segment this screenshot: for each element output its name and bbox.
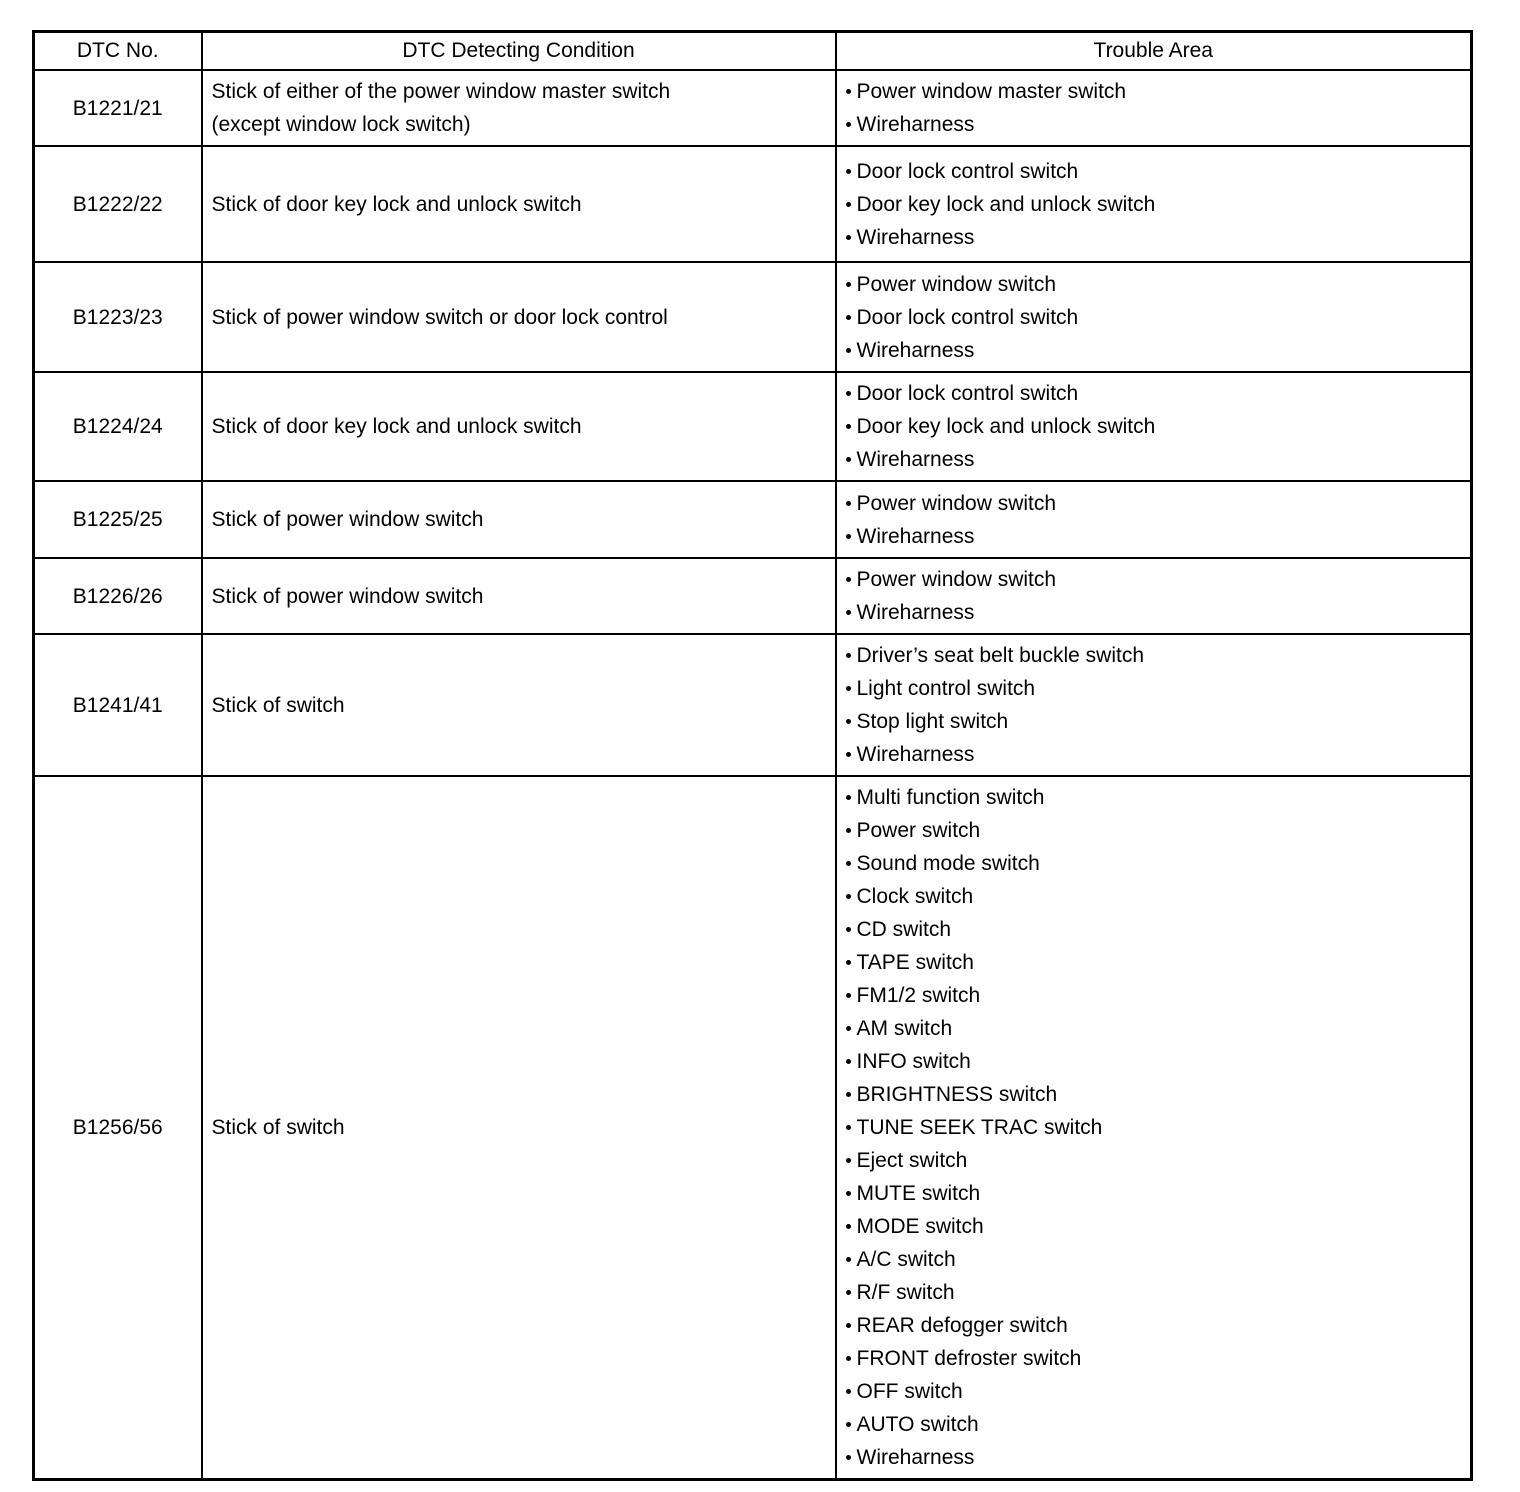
trouble-area-text: Door key lock and unlock switch [856, 192, 1156, 216]
table-row [34, 776, 1472, 1480]
bullet-icon [846, 169, 851, 174]
dtc-code-cell: B1241/41 [34, 634, 202, 776]
bullet-icon [846, 719, 851, 724]
trouble-area-text: Clock switch [856, 885, 974, 908]
list-item [846, 334, 1471, 367]
trouble-area-list [846, 377, 1471, 476]
condition-line: (except window lock switch) [211, 113, 471, 136]
trouble-area-text: FM1/2 switch [856, 984, 981, 1007]
list-item [846, 75, 1471, 108]
trouble-area-text: Wireharness [856, 743, 975, 766]
bullet-icon [846, 282, 851, 287]
list-item [846, 705, 1471, 738]
bullet-icon [846, 577, 851, 582]
bullet-icon [846, 89, 851, 94]
bullet-icon [846, 1389, 851, 1394]
trouble-area-cell [836, 481, 1472, 558]
list-item [846, 377, 1471, 410]
trouble-area-text: Wireharness [856, 448, 975, 471]
bullet-icon [846, 1257, 851, 1262]
table-row [34, 481, 1472, 558]
trouble-area-text: Wireharness [856, 113, 975, 136]
list-item [846, 1441, 1471, 1474]
trouble-area-cell [836, 372, 1472, 481]
detecting-condition-cell [202, 776, 836, 1480]
trouble-area-text: Wireharness [856, 601, 975, 624]
dtc-code-cell: B1222/22 [34, 146, 202, 262]
dtc-code-cell: B1225/25 [34, 481, 202, 558]
condition-line: Stick of either of the power window master switch [211, 80, 671, 103]
trouble-area-cell [836, 146, 1472, 262]
header-row [34, 32, 1472, 71]
trouble-area-text: Door key lock and unlock switch [856, 415, 1156, 438]
trouble-area-list [846, 563, 1471, 629]
trouble-area-list [846, 781, 1471, 1474]
bullet-icon [846, 795, 851, 800]
trouble-area-text: Wireharness [856, 1446, 975, 1469]
list-item [846, 410, 1471, 443]
list-item [846, 1342, 1471, 1375]
list-item [846, 880, 1471, 913]
list-item [846, 913, 1471, 946]
bullet-icon [846, 1224, 851, 1229]
trouble-area-text: BRIGHTNESS switch [856, 1083, 1058, 1106]
bullet-icon [846, 534, 851, 539]
list-item [846, 738, 1471, 771]
trouble-area-text: Eject switch [856, 1149, 968, 1172]
list-item [846, 520, 1471, 553]
trouble-area-text: OFF switch [856, 1380, 963, 1403]
dtc-code-cell: B1226/26 [34, 558, 202, 634]
trouble-area-text: Power window master switch [856, 80, 1127, 103]
list-item [846, 1177, 1471, 1210]
list-item [846, 1045, 1471, 1078]
bullet-icon [846, 1026, 851, 1031]
trouble-area-text: Power switch [856, 819, 981, 842]
bullet-icon [846, 122, 851, 127]
trouble-area-cell [836, 776, 1472, 1480]
list-item [846, 443, 1471, 476]
trouble-area-text: Power window switch [856, 491, 1057, 515]
dtc-code-cell: B1224/24 [34, 372, 202, 481]
list-item [846, 268, 1471, 301]
bullet-icon [846, 501, 851, 506]
bullet-icon [846, 1092, 851, 1097]
list-item [846, 1210, 1471, 1243]
list-item [846, 672, 1471, 705]
trouble-area-text: FRONT defroster switch [856, 1347, 1082, 1370]
trouble-area-text: MODE switch [856, 1215, 984, 1238]
list-item [846, 596, 1471, 629]
detecting-condition-cell [202, 481, 836, 558]
detecting-condition-cell [202, 70, 836, 146]
trouble-area-cell [836, 70, 1472, 146]
list-item [846, 847, 1471, 880]
trouble-area-text: AUTO switch [856, 1413, 979, 1436]
header-trouble-area: Trouble Area [836, 32, 1472, 71]
trouble-area-text: Wireharness [856, 524, 975, 548]
trouble-area-cell [836, 262, 1472, 372]
trouble-area-text: Power window switch [856, 568, 1057, 591]
detecting-condition-cell [202, 558, 836, 634]
bullet-icon [846, 960, 851, 965]
table-row [34, 262, 1472, 372]
trouble-area-text: TAPE switch [856, 951, 974, 974]
trouble-area-list [846, 75, 1471, 141]
trouble-area-text: A/C switch [856, 1248, 956, 1271]
list-item [846, 1309, 1471, 1342]
condition-line: Stick of door key lock and unlock switch [211, 192, 582, 216]
list-item [846, 1276, 1471, 1309]
condition-line: Stick of switch [211, 1116, 345, 1139]
bullet-icon [846, 348, 851, 353]
list-item [846, 781, 1471, 814]
list-item [846, 946, 1471, 979]
bullet-icon [846, 315, 851, 320]
trouble-area-list [846, 155, 1471, 254]
bullet-icon [846, 457, 851, 462]
trouble-area-text: R/F switch [856, 1281, 955, 1304]
list-item [846, 563, 1471, 596]
trouble-area-text: Door lock control switch [856, 159, 1079, 183]
bullet-icon [846, 653, 851, 658]
dtc-code-cell: B1221/21 [34, 70, 202, 146]
table-row [34, 372, 1472, 481]
bullet-icon [846, 894, 851, 899]
list-item [846, 1078, 1471, 1111]
bullet-icon [846, 1125, 851, 1130]
bullet-icon [846, 828, 851, 833]
list-item [846, 108, 1471, 141]
bullet-icon [846, 1455, 851, 1460]
header-dtc-no: DTC No. [34, 32, 202, 71]
trouble-area-list [846, 639, 1471, 771]
trouble-area-text: Driver’s seat belt buckle switch [856, 644, 1144, 667]
trouble-area-list [846, 487, 1471, 553]
trouble-area-list [846, 268, 1471, 367]
condition-line: Stick of power window switch [211, 508, 484, 531]
bullet-icon [846, 1323, 851, 1328]
header-detecting-condition: DTC Detecting Condition [202, 32, 836, 71]
condition-line: Stick of door key lock and unlock switch [211, 415, 582, 438]
bullet-icon [846, 861, 851, 866]
trouble-area-text: TUNE SEEK TRAC switch [856, 1116, 1103, 1139]
table-body [34, 70, 1472, 1480]
trouble-area-cell [836, 558, 1472, 634]
trouble-area-text: Stop light switch [856, 710, 1009, 733]
list-item [846, 639, 1471, 672]
trouble-area-text: Light control switch [856, 677, 1036, 700]
trouble-area-text: Wireharness [856, 338, 975, 362]
table-header [34, 32, 1472, 71]
trouble-area-text: Door lock control switch [856, 305, 1079, 329]
list-item [846, 1408, 1471, 1441]
detecting-condition-cell [202, 262, 836, 372]
condition-line: Stick of power window switch or door lock control [211, 305, 668, 329]
list-item [846, 814, 1471, 847]
bullet-icon [846, 424, 851, 429]
trouble-area-cell [836, 634, 1472, 776]
trouble-area-text: INFO switch [856, 1050, 971, 1073]
bullet-icon [846, 1290, 851, 1295]
list-item [846, 155, 1471, 188]
list-item [846, 979, 1471, 1012]
bullet-icon [846, 235, 851, 240]
trouble-area-text: AM switch [856, 1017, 953, 1040]
bullet-icon [846, 1158, 851, 1163]
table-row [34, 70, 1472, 146]
bullet-icon [846, 391, 851, 396]
bullet-icon [846, 202, 851, 207]
detecting-condition-cell [202, 372, 836, 481]
bullet-icon [846, 610, 851, 615]
trouble-area-text: CD switch [856, 918, 952, 941]
dtc-code-cell: B1256/56 [34, 776, 202, 1480]
condition-line: Stick of power window switch [211, 584, 484, 608]
table-row [34, 634, 1472, 776]
bullet-icon [846, 686, 851, 691]
bullet-icon [846, 1356, 851, 1361]
trouble-area-text: MUTE switch [856, 1182, 981, 1205]
list-item [846, 1243, 1471, 1276]
trouble-area-text: REAR defogger switch [856, 1314, 1068, 1337]
table-row [34, 146, 1472, 262]
detecting-condition-cell [202, 634, 836, 776]
list-item [846, 1375, 1471, 1408]
list-item [846, 1012, 1471, 1045]
list-item [846, 301, 1471, 334]
list-item [846, 188, 1471, 221]
bullet-icon [846, 1191, 851, 1196]
bullet-icon [846, 993, 851, 998]
list-item [846, 1111, 1471, 1144]
dtc-code-cell: B1223/23 [34, 262, 202, 372]
trouble-area-text: Multi function switch [856, 786, 1045, 809]
bullet-icon [846, 1422, 851, 1427]
dtc-table [32, 30, 1473, 1481]
bullet-icon [846, 752, 851, 757]
table-row [34, 558, 1472, 634]
condition-line: Stick of switch [211, 693, 345, 717]
bullet-icon [846, 927, 851, 932]
bullet-icon [846, 1059, 851, 1064]
list-item [846, 487, 1471, 520]
list-item [846, 221, 1471, 254]
detecting-condition-cell [202, 146, 836, 262]
trouble-area-text: Power window switch [856, 272, 1057, 296]
trouble-area-text: Sound mode switch [856, 852, 1040, 875]
trouble-area-text: Door lock control switch [856, 382, 1079, 405]
list-item [846, 1144, 1471, 1177]
trouble-area-text: Wireharness [856, 225, 975, 249]
